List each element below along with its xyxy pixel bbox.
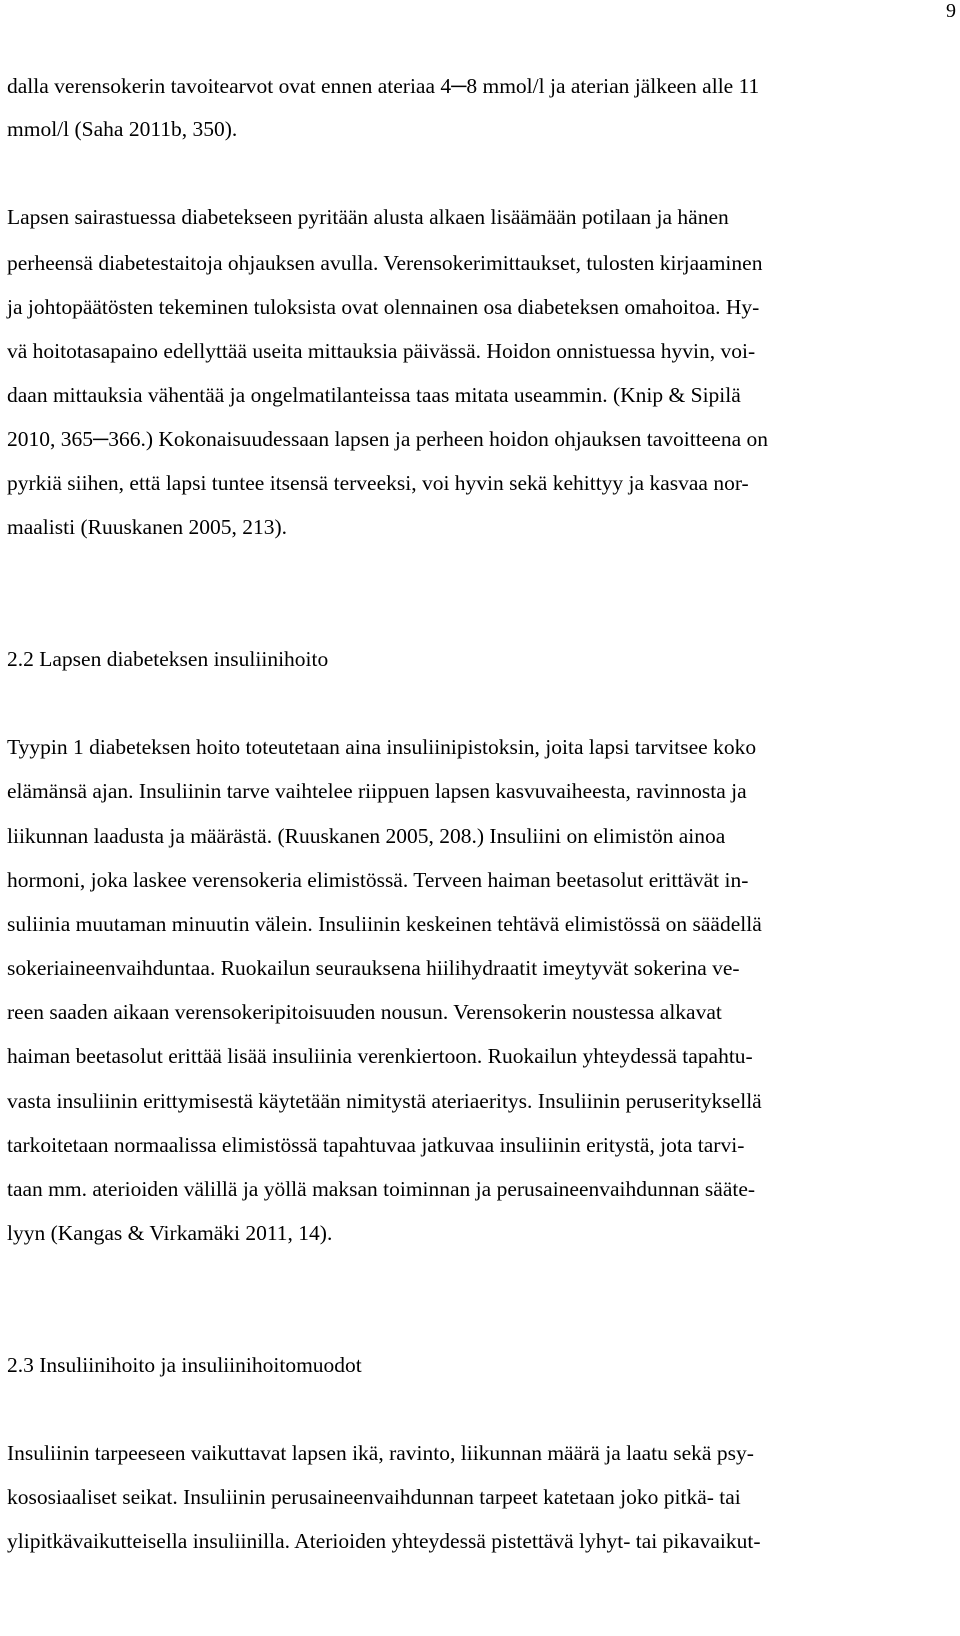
text-line: haiman beetasolut erittää lisää insuliinia verenkiertoon. Ruokailun yhteydessä tapahtu- <box>7 1044 753 1068</box>
text-line: perheensä diabetestaitoja ohjauksen avulla. Verensokerimittaukset, tulosten kirjaaminen <box>7 251 763 275</box>
text-line: suliinia muutaman minuutin välein. Insuliinin keskeinen tehtävä elimistössä on säädellä <box>7 912 762 936</box>
text-line: reen saaden aikaan verensokeripitoisuuden nousun. Verensokerin noustessa alkavat <box>7 1000 722 1024</box>
text-line: mmol/l (Saha 2011b, 350). <box>7 117 238 141</box>
text-line: dalla verensokerin tavoitearvot ovat ennen ateriaa 4─8 mmol/l ja aterian jälkeen alle 11 <box>7 74 760 98</box>
section-heading-2-2: 2.2 Lapsen diabeteksen insuliinihoito <box>7 647 329 671</box>
text-line: 2010, 365─366.) Kokonaisuudessaan lapsen ja perheen hoidon ohjauksen tavoitteena on <box>7 427 768 451</box>
text-line: taan mm. aterioiden välillä ja yöllä maksan toiminnan ja perusaineenvaihdunnan sääte- <box>7 1177 756 1201</box>
page-number: 9 <box>946 0 956 22</box>
text-line: sokeriaineenvaihduntaa. Ruokailun seurauksena hiilihydraatit imeytyvät sokerina ve- <box>7 956 740 980</box>
text-line: ja johtopäätösten tekeminen tuloksista ovat olennainen osa diabeteksen omahoitoa. Hy- <box>7 295 760 319</box>
text-line: daan mittauksia vähentää ja ongelmatilanteissa taas mitata useammin. (Knip & Sipilä <box>7 383 741 407</box>
text-line: vasta insuliinin erittymisestä käytetään nimitystä ateriaeritys. Insuliinin peruserityksellä <box>7 1089 762 1113</box>
text-line: hormoni, joka laskee verensokeria elimistössä. Terveen haiman beetasolut erittävät in- <box>7 868 749 892</box>
text-line: liikunnan laadusta ja määrästä. (Ruuskanen 2005, 208.) Insuliini on elimistön ainoa <box>7 824 726 848</box>
text-line: elämänsä ajan. Insuliinin tarve vaihtelee riippuen lapsen kasvuvaiheesta, ravinnosta ja <box>7 779 747 803</box>
text-line: vä hoitotasapaino edellyttää useita mittauksia päivässä. Hoidon onnistuessa hyvin, voi- <box>7 339 756 363</box>
text-line: maalisti (Ruuskanen 2005, 213). <box>7 515 288 539</box>
text-line: ylipitkävaikutteisella insuliinilla. Aterioiden yhteydessä pistettävä lyhyt- tai pikavaikut- <box>7 1529 761 1553</box>
text-line: Lapsen sairastuessa diabetekseen pyritään alusta alkaen lisäämään potilaan ja hänen <box>7 205 729 229</box>
text-line: lyyn (Kangas & Virkamäki 2011, 14). <box>7 1221 333 1245</box>
text-line: Tyypin 1 diabeteksen hoito toteutetaan aina insuliinipistoksin, joita lapsi tarvitsee koko <box>7 735 757 759</box>
text-line: Insuliinin tarpeeseen vaikuttavat lapsen ikä, ravinto, liikunnan määrä ja laatu sekä psy- <box>7 1441 754 1465</box>
text-line: tarkoitetaan normaalissa elimistössä tapahtuvaa jatkuvaa insuliinin eritystä, jota tarvi- <box>7 1133 745 1157</box>
text-line: pyrkiä siihen, että lapsi tuntee itsensä terveeksi, voi hyvin sekä kehittyy ja kasvaa nor- <box>7 471 749 495</box>
section-heading-2-3: 2.3 Insuliinihoito ja insuliinihoitomuodot <box>7 1353 362 1377</box>
text-line: kososiaaliset seikat. Insuliinin perusaineenvaihdunnan tarpeet katetaan joko pitkä- tai <box>7 1485 741 1509</box>
